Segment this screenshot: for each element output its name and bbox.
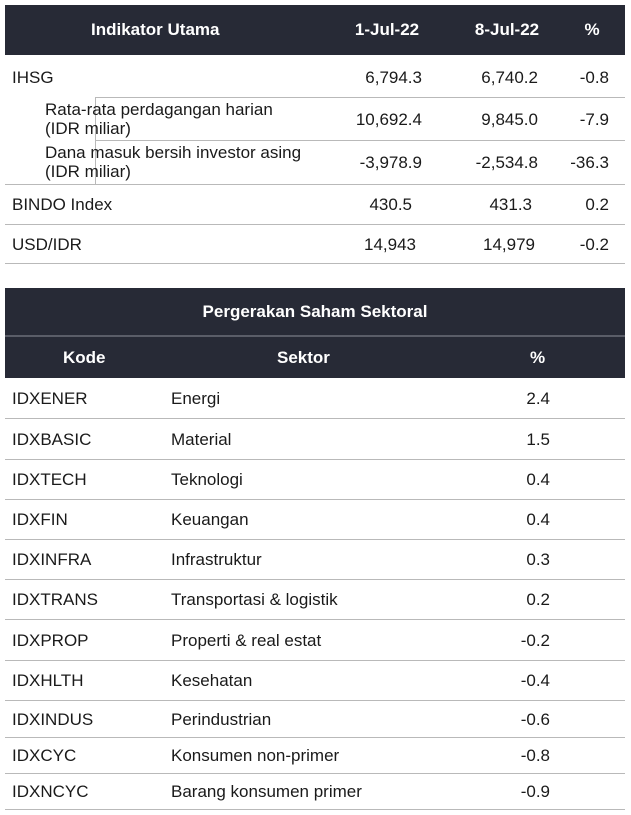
indicator-row-avg-trading (5, 97, 625, 140)
sector-name: Properti & real estat (171, 631, 322, 650)
sector-pct: 0.3 (526, 550, 550, 569)
sector-code: IDXINDUS (12, 710, 94, 729)
sector-name: Barang konsumen primer (171, 782, 362, 801)
sector-name: Infrastruktur (171, 550, 262, 569)
sector-name: Energi (171, 389, 221, 408)
sector-code: IDXPROP (12, 631, 89, 650)
sector-name: Keuangan (171, 510, 249, 529)
indicator-row-bindo (5, 184, 625, 224)
indicator-label: BINDO Index (12, 195, 113, 214)
sector-code: IDXENER (12, 389, 88, 408)
indicators-header (5, 5, 625, 55)
sector-name: Transportasi & logistik (171, 590, 338, 609)
indicators-table (5, 5, 625, 261)
indicator-label: USD/IDR (12, 235, 82, 254)
indicator-pct: -7.9 (579, 110, 609, 129)
sector-row (5, 579, 625, 619)
sector-pct: -0.8 (520, 746, 550, 765)
indicator-pct: -0.2 (579, 235, 609, 254)
sector-pct: -0.6 (520, 710, 550, 729)
sector-code: IDXHLTH (12, 671, 84, 690)
sector-code: IDXNCYC (12, 782, 89, 801)
col-header-pct: % (530, 348, 546, 367)
indicator-value-1jul: 10,692.4 (355, 110, 422, 129)
indicator-row-ihsg (5, 55, 625, 97)
sectors-table (5, 288, 625, 812)
sector-pct: 0.4 (526, 510, 550, 529)
indicator-label: Rata-rata perdagangan harian (IDR miliar) (45, 100, 273, 138)
sector-row (5, 700, 625, 737)
indicator-value-8jul: -2,534.8 (475, 153, 538, 172)
sector-pct: 2.4 (526, 389, 550, 408)
sector-pct: -0.2 (520, 631, 550, 650)
sector-pct: 0.2 (526, 590, 550, 609)
col-header-pct: % (584, 20, 600, 39)
indicator-pct: 0.2 (585, 195, 609, 214)
sector-code: IDXINFRA (12, 550, 92, 569)
indicators-title: Indikator Utama (91, 20, 220, 39)
sector-pct: -0.4 (520, 671, 550, 690)
sectors-header (5, 337, 625, 378)
indicator-value-8jul: 431.3 (489, 195, 532, 214)
sector-code: IDXFIN (12, 510, 68, 529)
sector-pct: 1.5 (526, 430, 550, 449)
sector-code: IDXTECH (12, 470, 87, 489)
sector-name: Teknologi (171, 470, 243, 489)
sector-name: Perindustrian (171, 710, 272, 729)
sectors-title-bar (5, 288, 625, 335)
indicator-label: IHSG (12, 68, 54, 87)
sector-row (5, 737, 625, 773)
sector-name: Konsumen non-primer (171, 746, 340, 765)
indicator-value-8jul: 6,740.2 (481, 68, 538, 87)
indicator-value-1jul: -3,978.9 (359, 153, 422, 172)
sectors-title: Pergerakan Saham Sektoral (202, 302, 428, 321)
indicator-value-1jul: 14,943 (364, 235, 416, 254)
sector-pct: 0.4 (526, 470, 550, 489)
col-header-8jul: 8-Jul-22 (474, 20, 540, 39)
sector-name: Kesehatan (171, 671, 253, 690)
indicator-row-foreign-flow (5, 140, 625, 184)
divider (5, 263, 625, 264)
sector-row (5, 419, 625, 459)
sector-row (5, 378, 625, 418)
indicator-value-1jul: 430.5 (369, 195, 412, 214)
indicator-pct: -36.3 (570, 153, 609, 172)
col-header-1jul: 1-Jul-22 (354, 20, 420, 39)
sector-row (5, 660, 625, 700)
sector-row (5, 499, 625, 539)
sector-row (5, 539, 625, 579)
divider (5, 809, 625, 810)
indicator-value-8jul: 14,979 (483, 235, 535, 254)
col-header-code: Kode (63, 348, 106, 367)
indicator-value-8jul: 9,845.0 (481, 110, 538, 129)
indicator-row-usdidr (5, 224, 625, 264)
sector-code: IDXBASIC (12, 430, 92, 449)
sector-row (5, 620, 625, 660)
sector-pct: -0.9 (520, 782, 550, 801)
col-header-sector: Sektor (277, 348, 330, 367)
indicator-value-1jul: 6,794.3 (365, 68, 422, 87)
sector-code: IDXTRANS (12, 590, 98, 609)
sector-name: Material (171, 430, 232, 449)
indicator-label: Dana masuk bersih investor asing (IDR miliar) (45, 143, 302, 181)
sector-row (5, 459, 625, 499)
sector-code: IDXCYC (12, 746, 77, 765)
sector-row (5, 773, 625, 810)
indicator-pct: -0.8 (579, 68, 609, 87)
